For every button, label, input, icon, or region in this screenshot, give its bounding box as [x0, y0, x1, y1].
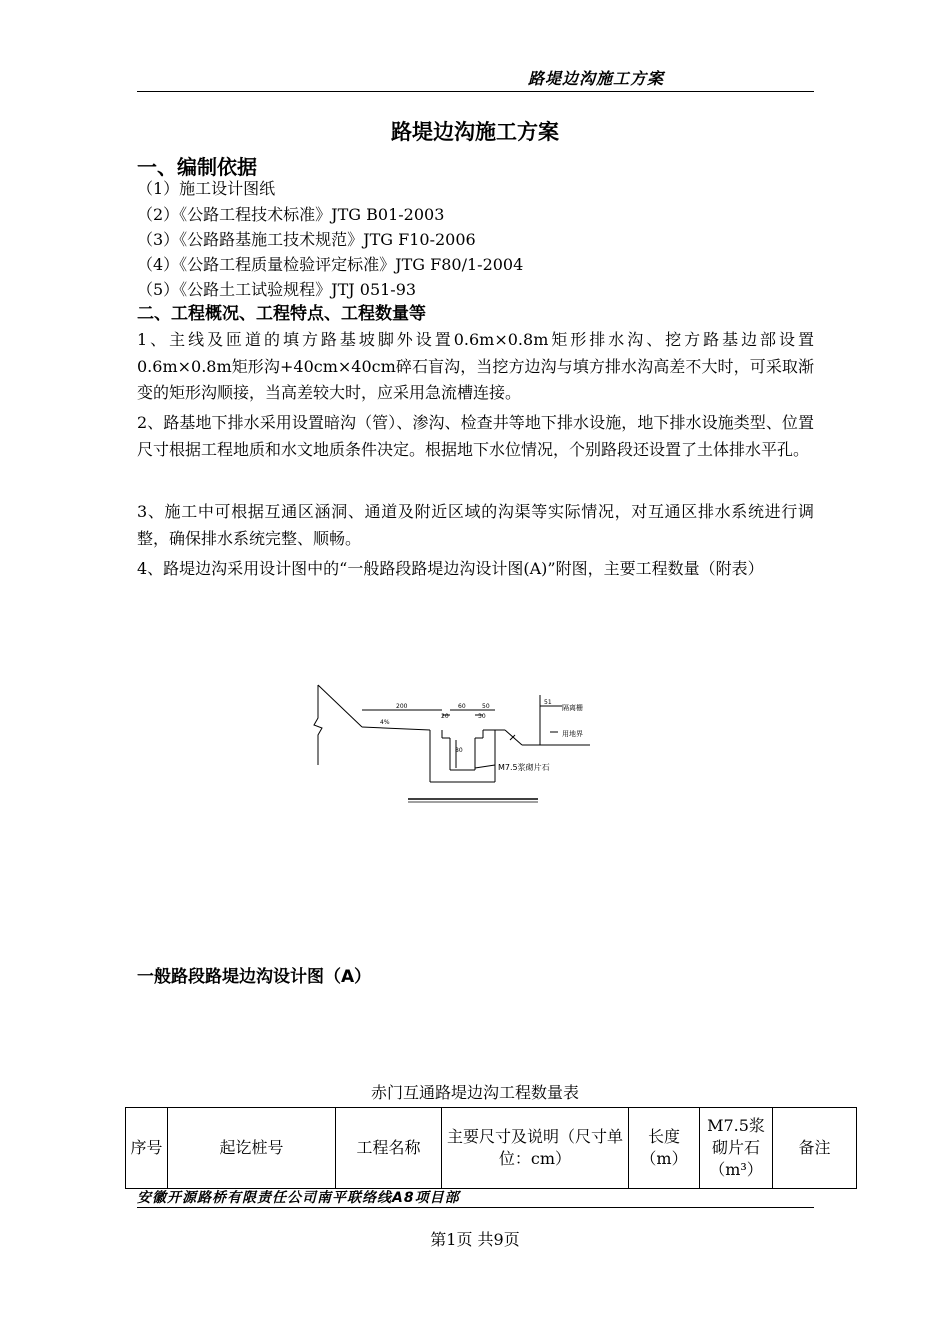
embankment-slope-line — [318, 685, 362, 727]
dim-label: 20 — [441, 713, 449, 720]
paragraph-3: 3、施工中可根据互通区涵洞、通道及附近区域的沟渠等实际情况，对互通区排水系统进行调整，确保排水系统完整、顺畅。 — [137, 502, 814, 548]
page-number: 第1页 共9页 — [430, 1230, 520, 1249]
document-title: 路堤边沟施工方案 — [391, 120, 559, 144]
section2-heading: 二、工程概况、工程特点、工程数量等 — [137, 304, 426, 324]
paragraph-2: 2、路基地下排水采用设置暗沟（管）、渗沟、检查井等地下排水设施，地下排水设施类型、位置尺寸根据工程地质和水文地质条件决定。根据地下水位情况，个别路段还设置了土体排水平孔。 — [137, 413, 814, 459]
reference-item: （5）《公路土工试验规程》JTJ 051-93 — [137, 280, 417, 299]
reference-item: （2）《公路工程技术标准》JTG B01-2003 — [137, 205, 445, 224]
col-header-work-name: 工程名称 — [336, 1108, 442, 1189]
boundary-label: 用地界 — [562, 730, 583, 738]
col-header-stake-range: 起讫桩号 — [168, 1108, 336, 1189]
table-title: 赤门互通路堤边沟工程数量表 — [370, 1083, 579, 1102]
reference-item: （1）施工设计图纸 — [137, 179, 276, 198]
reference-item: （3）《公路路基施工技术规范》JTG F10-2006 — [137, 230, 476, 249]
section1-heading: 一、编制依据 — [137, 155, 257, 179]
reference-item: （4）《公路工程质量检验评定标准》JTG F80/1-2004 — [137, 255, 524, 274]
ditch-design-drawing — [300, 670, 610, 810]
embankment-break-line — [314, 685, 322, 765]
dim-label: 50 — [482, 703, 490, 710]
dim-label: 80 — [455, 747, 463, 754]
dim-label: 30 — [478, 713, 486, 720]
dim-label: 51 — [544, 699, 552, 706]
slope-label: 4% — [380, 719, 390, 726]
paragraph-4: 4、路堤边沟采用设计图中的“一般路段路堤边沟设计图(A)”附图，主要工程数量（附表） — [137, 559, 764, 578]
quantity-table — [125, 1107, 857, 1189]
dim-label: 60 — [458, 703, 466, 710]
ground-line — [362, 727, 430, 730]
fence-label: 隔离栅 — [562, 704, 583, 712]
col-header-masonry: M7.5浆砌片石（m³） — [700, 1108, 773, 1189]
footer-rule — [137, 1207, 814, 1208]
col-header-remarks: 备注 — [773, 1108, 857, 1189]
col-header-index: 序号 — [126, 1108, 168, 1189]
material-label: M7.5浆砌片石 — [498, 763, 550, 772]
col-header-length: 长度（m） — [629, 1108, 700, 1189]
table-header-row — [126, 1108, 857, 1189]
footer-company: 安徽开源路桥有限责任公司南平联络线A8项目部 — [137, 1190, 460, 1206]
header-rule — [137, 91, 814, 92]
figure-caption: 一般路段路堤边沟设计图（A） — [137, 967, 372, 987]
dim-label: 200 — [396, 703, 408, 710]
paragraph-1: 1、主线及匝道的填方路基坡脚外设置0.6m×0.8m矩形排水沟、挖方路基边部设置0.6m×0.8m矩形沟+40cm×40cm碎石盲沟，当挖方边沟与填方排水沟高差不大时，可采取渐变的矩形沟顺接，当高差较大时，应采用急流槽连接。 — [137, 330, 814, 402]
running-header-title: 路堤边沟施工方案 — [528, 69, 665, 88]
col-header-dimensions: 主要尺寸及说明（尺寸单位：cm） — [442, 1108, 629, 1189]
